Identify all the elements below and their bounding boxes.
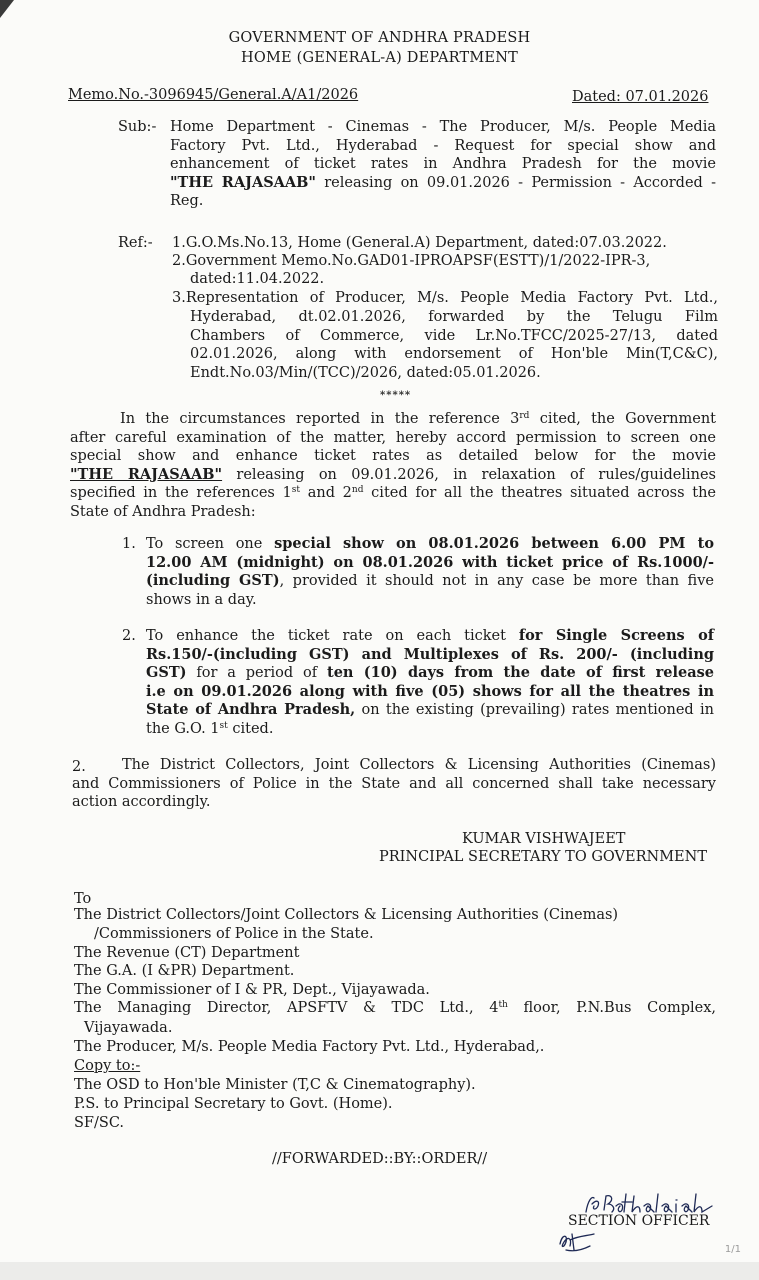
subject-block	[170, 118, 716, 211]
item2-line: Rs.150/-(including GST) and Multiplexes of Rs. 200/- (including	[146, 645, 714, 663]
item1-line: shows in a day.	[146, 591, 257, 608]
movie-title: "THE RAJASAAB"	[170, 173, 316, 191]
item1-line: 12.00 AM (midnight) on 08.01.2026 with ticket price of Rs.1000/-	[146, 553, 714, 571]
subject-line: Factory Pvt. Ltd., Hyderabad - Request for special show and	[170, 137, 716, 154]
copy-line: The OSD to Hon'ble Minister (T,C & Cinematography).	[74, 1077, 476, 1093]
subject-line	[170, 174, 716, 193]
item2-line: State of Andhra Pradesh, on the existing (prevailing) rates mentioned in	[146, 701, 714, 718]
item2-line: the G.O. 1st cited.	[146, 720, 274, 737]
to-line: The Producer, M/s. People Media Factory Pvt. Ltd., Hyderabad,.	[74, 1039, 545, 1055]
para1-line: after careful examination of the matter, hereby accord permission to screen one	[70, 429, 716, 446]
copy-line: P.S. to Principal Secretary to Govt. (Home).	[74, 1096, 393, 1112]
ref-line: Hyderabad, dt.02.01.2026, forwarded by the Telugu Film	[190, 309, 718, 325]
ref-line: 3.Representation of Producer, M/s. People Media Factory Pvt. Ltd.,	[172, 290, 718, 306]
item2-number: 2.	[122, 628, 136, 644]
to-line: The Revenue (CT) Department	[74, 945, 300, 961]
item1-line: To screen one special show on 08.01.2026 between 6.00 PM to	[146, 535, 714, 552]
ref-line: 02.01.2026, along with endorsement of Hon'ble Min(T,C&C),	[190, 346, 718, 362]
subject-line-rest: releasing on 09.01.2026 - Permission - Accorded -	[315, 174, 716, 191]
signatory-title: PRINCIPAL SECRETARY TO GOVERNMENT	[379, 849, 707, 865]
item2-line: i.e on 09.01.2026 along with five (05) shows for all the theatres in	[146, 682, 714, 700]
item1-line: (including GST), provided it should not in any case be more than five	[146, 572, 714, 589]
para1-line: State of Andhra Pradesh:	[70, 503, 256, 520]
ref-line: 2.Government Memo.No.GAD01-IPROAPSF(ESTT)/1/2022-IPR-3,	[172, 253, 651, 269]
para1-line: special show and enhance ticket rates as detailed below for the movie	[70, 448, 716, 464]
paragraph-1	[70, 410, 716, 521]
signatory-name: KUMAR VISHWAJEET	[462, 831, 626, 847]
ref-line: dated:11.04.2022.	[190, 271, 325, 287]
subject-line: Reg.	[170, 193, 204, 209]
para1-line: specified in the references 1st and 2nd cited for all the theatres situated across the	[70, 485, 716, 501]
section-officer-title: SECTION OFFICER	[568, 1213, 710, 1229]
initials-scribble	[556, 1230, 598, 1254]
forwarded-by-order: //FORWARDED::BY::ORDER//	[272, 1151, 488, 1167]
to-line: /Commissioners of Police in the State.	[94, 926, 374, 942]
ref-line: Chambers of Commerce, vide Lr.No.TFCC/2025-27/13, dated	[190, 327, 718, 344]
copy-label: Copy to:-	[74, 1058, 141, 1074]
ref-line: Endt.No.03/Min/(TCC)/2026, dated:05.01.2026.	[190, 364, 541, 381]
page-indicator: 1/1	[724, 1244, 741, 1255]
to-line: The Commissioner of I & PR, Dept., Vijayawada.	[74, 982, 430, 998]
to-line: The Managing Director, APSFTV & TDC Ltd., 4th floor, P.N.Bus Complex,	[74, 1000, 716, 1016]
to-line: Vijayawada.	[84, 1020, 173, 1036]
movie-title: "THE RAJASAAB"	[70, 465, 223, 483]
para2-line: The District Collectors, Joint Collectors & Licensing Authorities (Cinemas)	[122, 757, 716, 773]
para1-line: "THE RAJASAAB" releasing on 09.01.2026, in relaxation of rules/guidelines	[70, 465, 716, 483]
header-government: GOVERNMENT OF ANDHRA PRADESH	[228, 30, 531, 46]
copy-line: SF/SC.	[74, 1115, 124, 1131]
item-1	[146, 535, 714, 609]
paragraph-2	[72, 756, 716, 812]
to-md-block	[74, 999, 716, 1018]
viewer-bottom-bar	[0, 1262, 759, 1280]
ref-line: 1.G.O.Ms.No.13, Home (General.A) Department, dated:07.03.2022.	[172, 235, 667, 251]
ref3-cont	[190, 308, 718, 382]
corner-shadow	[0, 0, 14, 34]
ref3-block	[172, 289, 718, 308]
subject-line: Home Department - Cinemas - The Producer, M/s. People Media	[170, 119, 716, 135]
to-line: The G.A. (I &PR) Department.	[74, 963, 295, 979]
item1-number: 1.	[122, 536, 136, 552]
para2-line: action accordingly.	[72, 794, 211, 810]
separator-stars: *****	[380, 390, 412, 401]
item2-line: GST) for a period of ten (10) days from the date of first release	[146, 664, 714, 681]
item2-line: To enhance the ticket rate on each ticket for Single Screens of	[146, 627, 714, 644]
memo-number: Memo.No.-3096945/General.A/A1/2026	[68, 87, 359, 103]
to-label: To	[74, 891, 92, 907]
para1-line: In the circumstances reported in the reference 3rd cited, the Government	[120, 411, 717, 427]
to-line: The District Collectors/Joint Collectors & Licensing Authorities (Cinemas)	[74, 907, 619, 923]
memo-date: Dated: 07.01.2026	[572, 89, 709, 105]
item-2	[146, 627, 714, 738]
subject-label: Sub:-	[118, 119, 157, 135]
subject-line: enhancement of ticket rates in Andhra Pradesh for the movie	[170, 156, 716, 172]
header-department: HOME (GENERAL-A) DEPARTMENT	[241, 50, 518, 66]
ref-label: Ref:-	[118, 235, 153, 251]
para2-line: and Commissioners of Police in the State and all concerned shall take necessary	[72, 775, 716, 792]
para2-number: 2.	[72, 759, 86, 775]
